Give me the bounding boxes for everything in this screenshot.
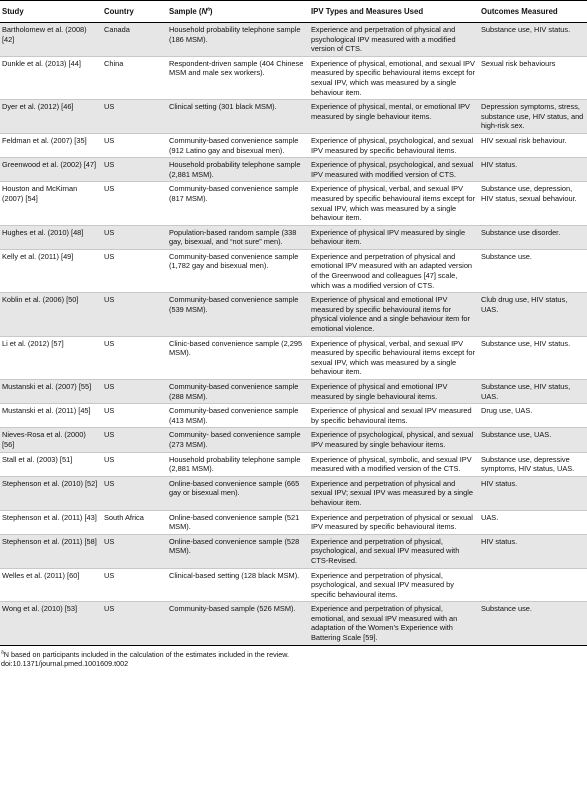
cell-country: South Africa [102, 510, 167, 534]
cell-ipv: Experience of physical, emotional, and sexual IPV measured by specific behavioural items except for sexual IPV, which was measured by a single behaviour item. [309, 56, 479, 99]
cell-study: Wong et al. (2010) [53] [0, 602, 102, 645]
cell-study: Kelly et al. (2011) [49] [0, 249, 102, 292]
table-row [0, 23, 587, 57]
header-study: Study [0, 1, 102, 23]
footnote-sup: a [1, 649, 4, 656]
cell-outcomes: Substance use, HIV status, UAS. [479, 380, 587, 404]
cell-outcomes: HIV status. [479, 534, 587, 568]
cell-ipv: Experience and perpetration of physical, emotional, and sexual IPV measured with an adaptation of the Women’s Experience with Battering Scale [59]. [309, 602, 479, 645]
cell-country: US [102, 452, 167, 476]
cell-study: Hughes et al. (2010) [48] [0, 225, 102, 249]
cell-study: Stephenson et al. (2011) [43] [0, 510, 102, 534]
cell-country: US [102, 100, 167, 134]
table-row [0, 452, 587, 476]
cell-study: Feldman et al. (2007) [35] [0, 133, 102, 157]
table-body [0, 23, 587, 646]
table-row [0, 56, 587, 99]
footnote-line [1, 650, 586, 660]
cell-sample: Community-based convenience sample (413 MSM). [167, 404, 309, 428]
cell-country: US [102, 249, 167, 292]
table-row [0, 428, 587, 452]
cell-sample: Household probability telephone sample (2,881 MSM). [167, 158, 309, 182]
cell-outcomes: Club drug use, HIV status, UAS. [479, 293, 587, 336]
table-row [0, 182, 587, 225]
cell-outcomes: Substance use, HIV status. [479, 336, 587, 379]
cell-ipv: Experience of physical, mental, or emotional IPV measured by single behaviour items. [309, 100, 479, 134]
cell-ipv: Experience and perpetration of physical and sexual IPV; sexual IPV was measured by a single behaviour item. [309, 476, 479, 510]
cell-outcomes: Sexual risk behaviours [479, 56, 587, 99]
cell-country: US [102, 602, 167, 645]
cell-study: Bartholomew et al. (2008) [42] [0, 23, 102, 57]
header-sample-n: N [201, 6, 208, 16]
table-header [0, 1, 587, 23]
table-row [0, 404, 587, 428]
cell-sample: Community- based convenience sample (273 MSM). [167, 428, 309, 452]
table-row [0, 534, 587, 568]
table-row [0, 602, 587, 645]
table-footnote [0, 646, 587, 669]
header-country: Country [102, 1, 167, 23]
cell-outcomes: Substance use, UAS. [479, 428, 587, 452]
header-sample-close: ) [209, 6, 213, 16]
header-ipv: IPV Types and Measures Used [309, 1, 479, 23]
cell-sample: Household probability telephone sample (2,881 MSM). [167, 452, 309, 476]
cell-country: US [102, 476, 167, 510]
cell-sample: Household probability telephone sample (186 MSM). [167, 23, 309, 57]
header-outcomes: Outcomes Measured [479, 1, 587, 23]
cell-country: US [102, 404, 167, 428]
cell-study: Welles et al. (2011) [60] [0, 568, 102, 602]
table-row [0, 568, 587, 602]
cell-ipv: Experience of physical and emotional IPV measured by single behavioural items. [309, 380, 479, 404]
cell-ipv: Experience and perpetration of physical, psychological, and sexual IPV measured with CTS-Revised. [309, 534, 479, 568]
header-sample-sup: a [207, 6, 210, 13]
table-row [0, 100, 587, 134]
cell-outcomes: UAS. [479, 510, 587, 534]
table-row [0, 510, 587, 534]
cell-country: China [102, 56, 167, 99]
footnote-doi: doi:10.1371/journal.pmed.1001609.t002 [1, 659, 129, 669]
cell-ipv: Experience of physical and emotional IPV measured by specific behavioural items for physical violence and a single behaviour item for emotional violence. [309, 293, 479, 336]
cell-ipv: Experience of physical, verbal, and sexual IPV measured by specific behavioural items except for sexual IPV, which was measured by a single behaviour item. [309, 182, 479, 225]
cell-outcomes: HIV status. [479, 158, 587, 182]
table-row [0, 225, 587, 249]
cell-country: US [102, 534, 167, 568]
table-row [0, 293, 587, 336]
cell-outcomes [479, 568, 587, 602]
cell-sample: Clinical setting (301 black MSM). [167, 100, 309, 134]
cell-ipv: Experience and perpetration of physical, psychological, and sexual IPV measured by specific behavioural items. [309, 568, 479, 602]
cell-sample: Online-based convenience sample (665 gay or bisexual men). [167, 476, 309, 510]
table-row [0, 133, 587, 157]
cell-study: Dunkle et al. (2013) [44] [0, 56, 102, 99]
cell-ipv: Experience of physical IPV measured by single behaviour item. [309, 225, 479, 249]
cell-sample: Community-based convenience sample (539 MSM). [167, 293, 309, 336]
cell-sample: Online-based convenience sample (528 MSM). [167, 534, 309, 568]
cell-outcomes: Substance use, depression, HIV status, sexual behaviour. [479, 182, 587, 225]
cell-ipv: Experience of physical, psychological, and sexual IPV measured with modified version of CTS. [309, 158, 479, 182]
cell-sample: Community-based sample (526 MSM). [167, 602, 309, 645]
cell-sample: Online-based convenience sample (521 MSM). [167, 510, 309, 534]
cell-country: US [102, 568, 167, 602]
cell-outcomes: Substance use. [479, 249, 587, 292]
cell-study: Li et al. (2012) [57] [0, 336, 102, 379]
cell-country: US [102, 225, 167, 249]
cell-outcomes: Substance use disorder. [479, 225, 587, 249]
cell-ipv: Experience of physical, verbal, and sexual IPV measured by specific behavioural items except for sexual IPV, which was measured by a single behaviour item. [309, 336, 479, 379]
cell-country: US [102, 380, 167, 404]
cell-ipv: Experience and perpetration of physical and psychological IPV measured with a modified version of CTS. [309, 23, 479, 57]
cell-study: Mustanski et al. (2007) [55] [0, 380, 102, 404]
cell-study: Stall et al. (2003) [51] [0, 452, 102, 476]
cell-outcomes: Substance use, depressive symptoms, HIV status, UAS. [479, 452, 587, 476]
header-sample [167, 1, 309, 23]
table-row [0, 476, 587, 510]
cell-country: US [102, 182, 167, 225]
cell-country: US [102, 336, 167, 379]
cell-sample: Respondent-driven sample (404 Chinese MSM and male sex workers). [167, 56, 309, 99]
table-row [0, 249, 587, 292]
cell-country: US [102, 293, 167, 336]
cell-ipv: Experience of physical, psychological, and sexual IPV measured by specific behavioural items. [309, 133, 479, 157]
cell-sample: Clinical-based setting (128 black MSM). [167, 568, 309, 602]
cell-study: Greenwood et al. (2002) [47] [0, 158, 102, 182]
cell-study: Dyer et al. (2012) [46] [0, 100, 102, 134]
table-row [0, 380, 587, 404]
table-row [0, 158, 587, 182]
cell-ipv: Experience of physical and sexual IPV measured by specific behavioural items. [309, 404, 479, 428]
cell-sample: Community-based convenience sample (817 MSM). [167, 182, 309, 225]
cell-ipv: Experience and perpetration of physical or sexual IPV measured by specific behavioural items. [309, 510, 479, 534]
cell-country: US [102, 428, 167, 452]
cell-sample: Population-based random sample (338 gay, bisexual, and “not sure” men). [167, 225, 309, 249]
cell-study: Nieves-Rosa et al. (2000) [56] [0, 428, 102, 452]
cell-study: Stephenson et al. (2010) [52] [0, 476, 102, 510]
header-sample-label: Sample ( [169, 6, 202, 16]
cell-study: Mustanski et al. (2011) [45] [0, 404, 102, 428]
cell-sample: Community-based convenience sample (1,782 gay and bisexual men). [167, 249, 309, 292]
table-row [0, 336, 587, 379]
cell-outcomes: Depression symptoms, stress, substance use, HIV status, and high-risk sex. [479, 100, 587, 134]
cell-outcomes: HIV status. [479, 476, 587, 510]
cell-ipv: Experience and perpetration of physical and emotional IPV measured with an adapted version of the Greenwood and colleagues [47] scale, which was a modified version of CTS. [309, 249, 479, 292]
cell-study: Koblin et al. (2006) [50] [0, 293, 102, 336]
footnote-text: N based on participants included in the calculation of the estimates included in the review. [3, 649, 290, 659]
cell-outcomes: Drug use, UAS. [479, 404, 587, 428]
cell-study: Stephenson et al. (2011) [58] [0, 534, 102, 568]
cell-country: US [102, 158, 167, 182]
cell-outcomes: HIV sexual risk behaviour. [479, 133, 587, 157]
cell-ipv: Experience of psychological, physical, and sexual IPV measured by single behaviour items. [309, 428, 479, 452]
cell-sample: Community-based convenience sample (288 MSM). [167, 380, 309, 404]
cell-outcomes: Substance use. [479, 602, 587, 645]
cell-ipv: Experience of physical, symbolic, and sexual IPV measured with a modified version of the CTS. [309, 452, 479, 476]
cell-country: US [102, 133, 167, 157]
cell-sample: Community-based convenience sample (912 Latino gay and bisexual men). [167, 133, 309, 157]
cell-outcomes: Substance use, HIV status. [479, 23, 587, 57]
cell-country: Canada [102, 23, 167, 57]
cell-study: Houston and McKirnan (2007) [54] [0, 182, 102, 225]
cell-sample: Clinic-based convenience sample (2,295 MSM). [167, 336, 309, 379]
